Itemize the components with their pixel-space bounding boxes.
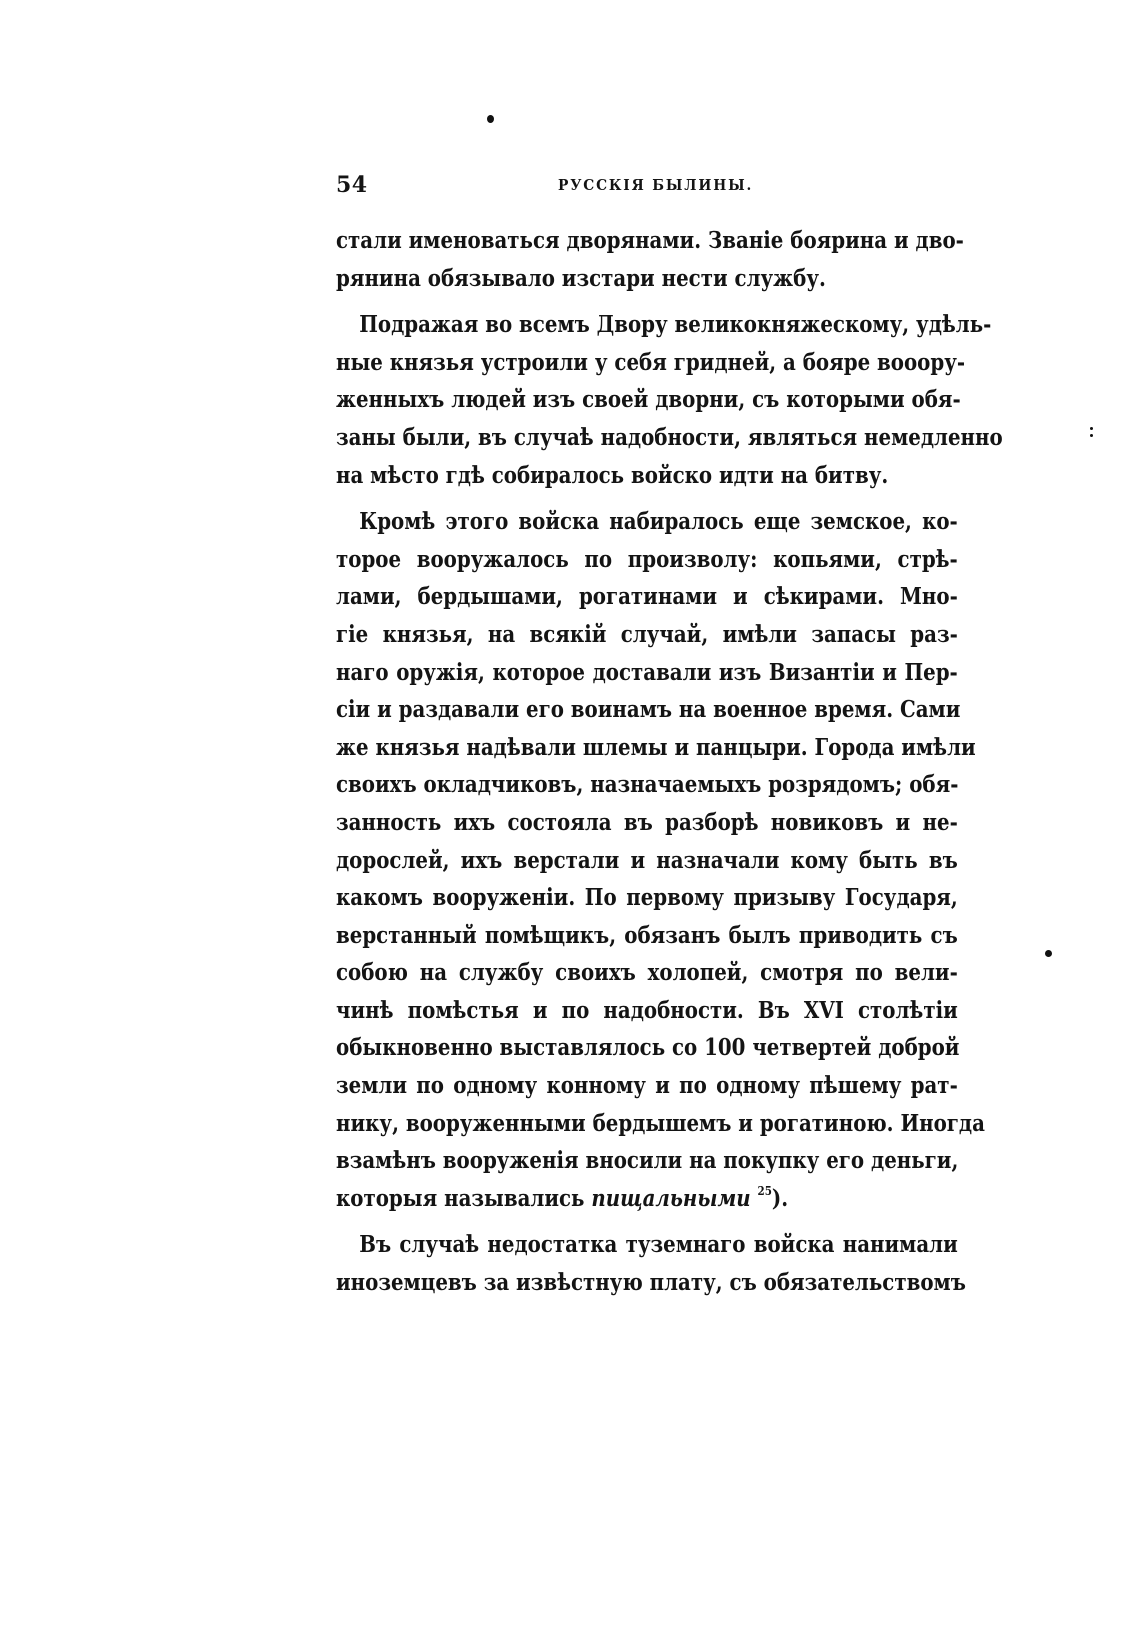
body-text bbox=[336, 222, 1003, 1302]
running-title: РУССКІЯ БЫЛИНЫ. bbox=[558, 176, 754, 194]
text-line: нику, вооруженными бердышемъ и рогатиною. Иногда bbox=[336, 1109, 985, 1137]
text-line: иноземцевъ за извѣстную плату, съ обязательствомъ bbox=[336, 1269, 966, 1297]
text-line: ные князья устроили у себя гридней, а бояре вооору- bbox=[336, 348, 966, 376]
text-line: Кромѣ этого войска набиралось еще земское, ко- bbox=[359, 508, 958, 536]
text-line: заны были, въ случаѣ надобности, являться немедленно bbox=[336, 423, 1003, 451]
text-line: на мѣсто гдѣ собиралось войско идти на битву. bbox=[336, 461, 889, 489]
text-line: собою на службу своихъ холопей, смотря по вели- bbox=[336, 959, 958, 987]
final-line-closing: ). bbox=[771, 1184, 789, 1212]
text-line: чинѣ помѣстья и по надобности. Въ XVI столѣтіи bbox=[336, 996, 958, 1024]
text-line: гіе князья, на всякій случай, имѣли запасы раз- bbox=[336, 620, 958, 648]
text-line: торое вооружалось по произволу: копьями, стрѣ- bbox=[336, 545, 958, 573]
ink-speck-top bbox=[487, 115, 494, 123]
ink-speck-margin-b bbox=[1090, 434, 1093, 437]
text-line: своихъ окладчиковъ, назначаемыхъ розрядомъ; обя- bbox=[336, 771, 959, 799]
text-line: лами, бердышами, рогатинами и сѣкирами. Мно- bbox=[336, 583, 958, 611]
text-line: занность ихъ состояла въ разборѣ новиковъ и не- bbox=[336, 808, 958, 836]
footnote-marker[interactable]: 25 bbox=[757, 1183, 772, 1198]
paragraph bbox=[336, 222, 964, 297]
text-line: дорослей, ихъ верстали и назначали кому быть въ bbox=[336, 846, 958, 874]
ink-speck-right bbox=[1045, 950, 1052, 957]
ink-speck-margin-a bbox=[1090, 427, 1093, 430]
text-line: верстанный помѣщикъ, обязанъ былъ приводить съ bbox=[336, 921, 958, 949]
text-line: Въ случаѣ недостатка туземнаго войска нанимали bbox=[359, 1231, 958, 1259]
text-line: стали именоваться дворянами. Званіе боярина и дво- bbox=[336, 227, 964, 254]
text-line: сіи и раздавали его воинамъ на военное время. Сами bbox=[336, 696, 961, 724]
italic-term: пищальными bbox=[591, 1184, 751, 1212]
text-line: взамѣнъ вооруженія вносили на покупку его деньги, bbox=[336, 1147, 959, 1175]
final-line-text: которыя назывались bbox=[336, 1184, 592, 1212]
text-line: Подражая во всемъ Двору великокняжескому, удѣль- bbox=[359, 311, 992, 339]
text-line: же князья надѣвали шлемы и панцыри. Города имѣли bbox=[336, 733, 976, 761]
text-line: какомъ вооруженіи. По первому призыву Государя, bbox=[336, 884, 958, 912]
page-header bbox=[336, 172, 956, 202]
text-line: обыкновенно выставлялось со 100 четвертей доброй bbox=[336, 1034, 960, 1062]
text-line: земли по одному конному и по одному пѣшему рат- bbox=[336, 1072, 958, 1100]
paragraph bbox=[336, 503, 985, 1217]
paragraph bbox=[336, 1226, 966, 1301]
text-line: рянина обязывало изстари нести службу. bbox=[336, 264, 826, 292]
page-number: 54 bbox=[336, 172, 368, 198]
text-line: наго оружія, которое доставали изъ Византіи и Пер- bbox=[336, 658, 958, 686]
text-line: женныхъ людей изъ своей дворни, съ которыми обя- bbox=[336, 386, 961, 414]
paragraph bbox=[336, 306, 1003, 494]
text-line-final bbox=[336, 1180, 958, 1218]
